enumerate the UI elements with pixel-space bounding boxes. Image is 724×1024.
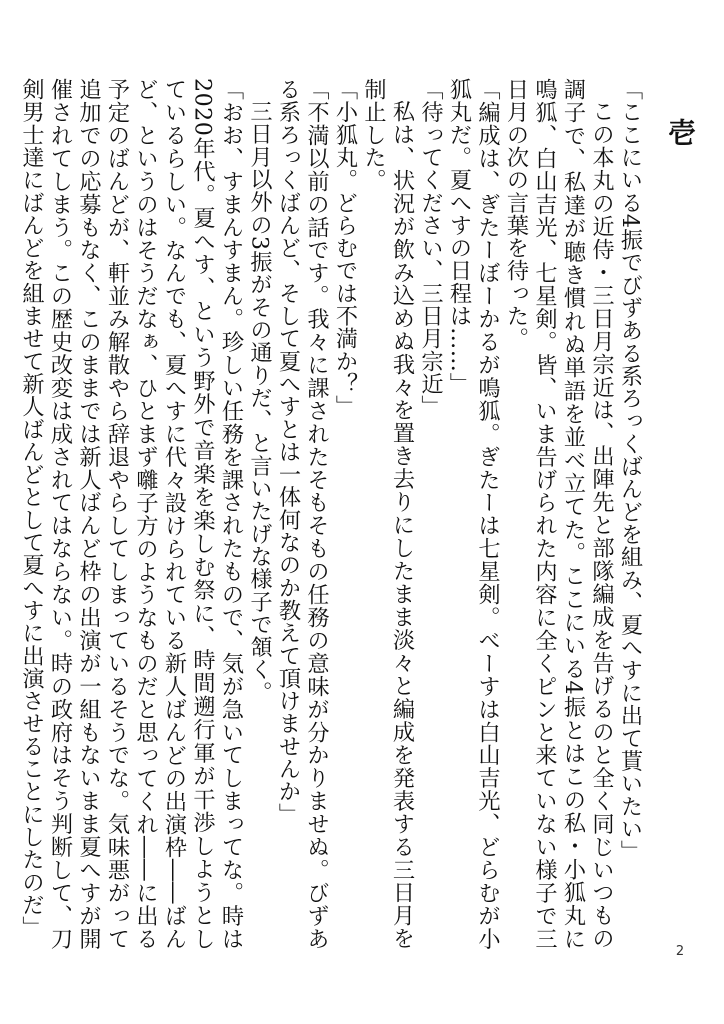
paragraph: 「ここにいる4振でびずある系ろっくばんどを組み、夏へすに出て貰いたい」 bbox=[617, 78, 643, 863]
paragraph: 「小狐丸。どらむでは不満か？」 bbox=[332, 78, 358, 418]
paragraph: 「待ってください、三日月宗近」 bbox=[417, 78, 444, 418]
paragraph: 「不満以前の話です。我々に課されたそもそもの任務の意味が分かりませぬ。びずある系ろっくばんど、そして夏へすとは一体何なのか教えて頂けませんか」 bbox=[275, 78, 330, 950]
chapter-title: 壱 bbox=[664, 118, 697, 148]
page-number: 2 bbox=[675, 944, 685, 959]
paragraph: 私は、状況が飲み込めぬ我々を置き去りにしたまま淡々と編成を発表する三日月を制止した。 bbox=[360, 78, 415, 950]
paragraph: この本丸の近侍・三日月宗近は、出陣先と部隊編成を告げるのと全く同じいつもの調子で、私達が聴き慣れぬ単語を並べ立てた。ここにいる4振とはこの私・小狐丸に鳴狐、白山吉光、七星剣。皆、いま告げられた内容に全くピンと来ていない様子で三日月の次の言葉を待った。 bbox=[503, 78, 615, 950]
paragraph: 「編成は、ぎたーぼーかるが鳴狐。ぎたーは七星剣。べーすは白山吉光、どらむが小狐丸だ。夏へすの日程は……」 bbox=[446, 78, 501, 950]
paragraph: 三日月以外の3振がその通りだ、と言いたげな様子で頷く。 bbox=[246, 100, 273, 704]
body-text bbox=[18, 78, 644, 950]
paragraph: 「おお、すまんすまん。珍しい任務を課されたもので、気が急いてしまってな。時は2020年代。夏へす、という野外で音楽を楽しむ祭に、時間遡行軍が干渉しようとしているらしい。なんでも、夏へすに代々設けられている新人ばんどの出演枠――ばんど、というのはそうだなぁ、ひとまず囃子方のようなものだと思ってくれ――に出る予定のばんどが、軒並み解散やら辞退やらしてしまっているそうでな。気味悪がって追加での応募もなく、このままでは新人ばんど枠の出演が一組もないまま夏へすが開催されてしまう。この歴史改変は成されてはならない。時の政府はそう判断して、刀剣男士達にばんどを組ませて新人ばんどとして夏へすに出演させることにしたのだ」 bbox=[18, 78, 244, 950]
